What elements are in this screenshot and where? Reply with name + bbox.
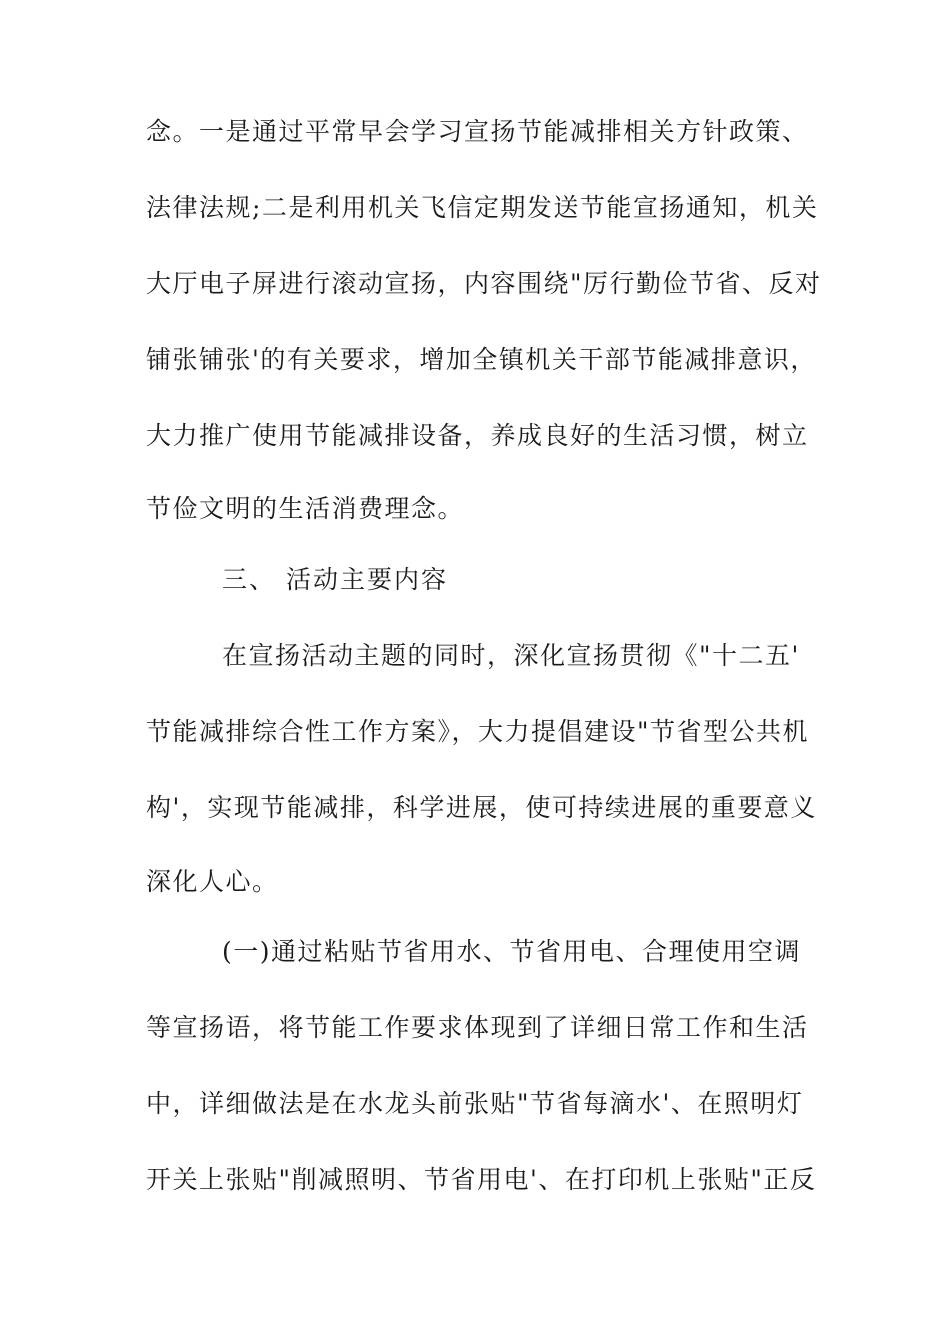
paragraph-line: 节俭文明的生活消费理念。 (146, 494, 465, 523)
paragraph-line: 节能减排综合性工作方案》，大力提倡建设"节省型公共机 (146, 717, 810, 746)
list-item-line: (一)通过粘贴节省用水、节省用电、合理使用空调 (222, 937, 802, 966)
paragraph-line: 中，详细做法是在水龙头前张贴"节省每滴水'、在照明灯 (146, 1089, 804, 1118)
paragraph-line: 等宣扬语，将节能工作要求体现到了详细日常工作和生活 (146, 1013, 809, 1042)
paragraph-line: 深化人心。 (146, 867, 279, 896)
paragraph-line: 开关上张贴"削减照明、节省用电'、在打印机上张贴"正反 (146, 1165, 817, 1194)
paragraph-line: 法律法规;二是利用机关飞信定期发送节能宣扬通知，机关 (146, 193, 819, 222)
paragraph-line: 大厅电子屏进行滚动宣扬，内容围绕"厉行勤俭节省、反对 (146, 269, 822, 298)
section-heading: 三、 活动主要内容 (222, 565, 448, 594)
paragraph-line: 念。一是通过平常早会学习宣扬节能减排相关方针政策、 (146, 117, 809, 146)
paragraph-line: 大力推广使用节能减排设备，养成良好的生活习惯，树立 (146, 421, 809, 450)
paragraph-line: 构'，实现节能减排，科学进展，使可持续进展的重要意义 (146, 793, 817, 822)
paragraph-line: 在宣扬活动主题的同时，深化宣扬贯彻《"十二五' (222, 641, 800, 670)
paragraph-line: 铺张铺张'的有关要求，增加全镇机关干部节能减排意识， (146, 345, 817, 374)
